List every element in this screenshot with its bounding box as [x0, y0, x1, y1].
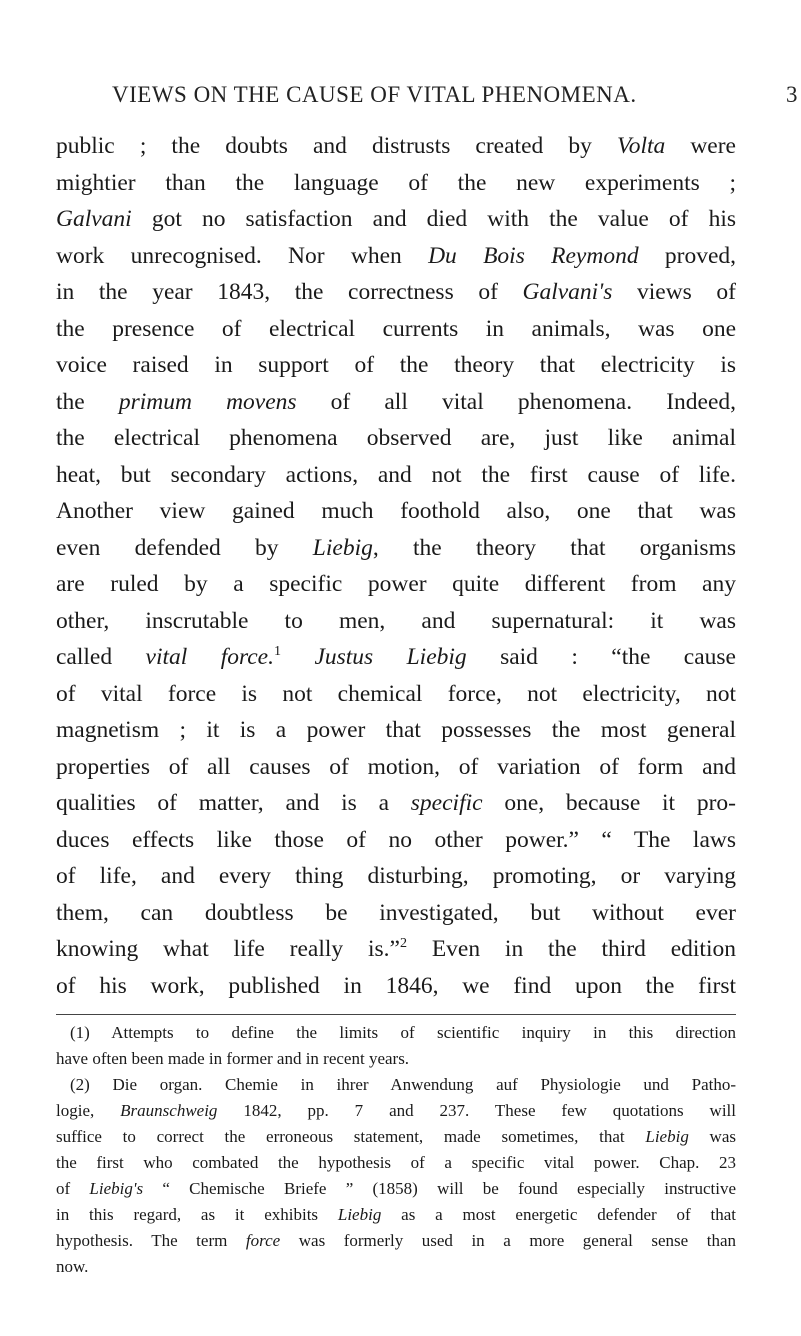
- text-run: suffice to correct the erroneous statement, made sometimes, that: [56, 1127, 646, 1146]
- text-line: [56, 603, 736, 640]
- running-head: [112, 82, 798, 116]
- text-run: even defended by: [56, 534, 313, 561]
- text-line: [56, 420, 736, 457]
- text-run: the presence of electrical currents in animals, was one: [56, 315, 736, 342]
- footnote-marker: 2: [399, 935, 408, 952]
- text-run: hypothesis. The term: [56, 1231, 246, 1250]
- text-run: 1842, pp. 7 and 237. These few quotations will: [217, 1101, 736, 1120]
- text-run: mightier than the language of the new experiments ;: [56, 169, 736, 196]
- text-run: the first who combated the hypothesis of a specific vital power. Chap. 23: [56, 1153, 736, 1172]
- italic-run: force: [245, 1231, 281, 1250]
- text-run: properties of all causes of motion, of variation of form and: [56, 753, 736, 780]
- text-run: the electrical phenomena observed are, just like animal: [56, 425, 736, 451]
- footnote-line: [56, 1098, 736, 1124]
- text-run: qualities of matter, and is a: [56, 790, 411, 816]
- text-run: (2) Die organ. Chemie in ihrer Anwendung auf Physiologie und Patho-: [70, 1075, 736, 1094]
- text-run: of vital force is not chemical force, not electricity, not: [56, 680, 736, 707]
- text-run: , the theory that organisms: [372, 534, 736, 561]
- text-line: [56, 238, 736, 275]
- text-line: [56, 895, 736, 932]
- text-run: [281, 644, 314, 670]
- italic-run: Justus Liebig: [314, 644, 467, 670]
- body-paragraph: [56, 128, 736, 1004]
- text-run: duces effects like those of no other power.” “ The laws: [56, 826, 736, 853]
- text-line: [56, 457, 736, 494]
- footnote-line: [56, 1020, 736, 1046]
- italic-run: Du Bois Reymond: [428, 242, 639, 269]
- text-line: [56, 128, 736, 165]
- text-run: one, because it pro-: [482, 790, 736, 816]
- text-run: knowing what life really is.”: [56, 936, 400, 962]
- text-line: [56, 785, 736, 822]
- text-run: views of: [612, 279, 736, 305]
- text-line: [56, 749, 736, 786]
- italic-run: primum movens: [118, 388, 297, 415]
- text-run: in the year 1843, the correctness of: [56, 279, 523, 305]
- text-run: as a most energetic defender of that: [381, 1205, 736, 1224]
- text-line: [56, 639, 736, 676]
- footnote-line: [56, 1202, 736, 1228]
- text-run: are ruled by a specific power quite different from any: [56, 571, 736, 597]
- text-run: of: [56, 1179, 90, 1198]
- italic-run: Liebig's: [89, 1179, 144, 1198]
- text-run: have often been made in former and in recent years.: [56, 1049, 410, 1068]
- footnote-line: [56, 1150, 736, 1176]
- footnote-line: [56, 1254, 736, 1280]
- footnotes: [56, 1020, 736, 1280]
- text-run: was: [688, 1127, 736, 1146]
- text-run: of life, and every thing disturbing, promoting, or varying: [56, 863, 736, 889]
- footnote-line: [56, 1124, 736, 1150]
- text-line: [56, 201, 736, 238]
- text-run: the: [56, 388, 119, 415]
- text-run: public ; the doubts and distrusts created by: [56, 133, 617, 159]
- text-run: in this regard, as it exhibits: [56, 1205, 338, 1224]
- text-run: said : “the cause: [466, 644, 736, 670]
- italic-run: Volta: [616, 133, 666, 159]
- text-line: [56, 274, 736, 311]
- text-run: was formerly used in a more general sense than: [280, 1231, 736, 1250]
- text-line: [56, 493, 736, 530]
- text-run: work unrecognised. Nor when: [56, 242, 429, 269]
- italic-run: Galvani: [56, 206, 132, 232]
- text-line: [56, 530, 736, 567]
- text-run: logie,: [56, 1101, 121, 1120]
- footnote-line: [56, 1176, 736, 1202]
- text-run: heat, but secondary actions, and not the first cause of life.: [56, 461, 736, 488]
- text-run: Even in the third edition: [407, 936, 736, 962]
- footnote-divider: [56, 1014, 736, 1015]
- text-run: voice raised in support of the theory that electricity is: [56, 352, 736, 378]
- text-run: of all vital phenomena. Indeed,: [296, 388, 737, 415]
- text-line: [56, 968, 736, 1005]
- text-line: [56, 566, 736, 603]
- italic-run: Braunschweig: [120, 1101, 218, 1120]
- text-line: [56, 822, 736, 859]
- italic-run: Liebig: [645, 1127, 689, 1146]
- text-line: [56, 311, 736, 348]
- text-line: [56, 676, 736, 713]
- text-run: now.: [56, 1257, 89, 1276]
- text-run: were: [665, 133, 736, 159]
- text-run: “ Chemische Briefe ” (1858) will be found especially instructive: [143, 1179, 736, 1198]
- text-run: called: [56, 644, 146, 670]
- running-title: VIEWS ON THE CAUSE OF VITAL PHENOMENA.: [112, 82, 637, 107]
- italic-run: Liebig: [337, 1205, 382, 1224]
- text-run: Another view gained much foothold also, one that was: [56, 498, 736, 524]
- text-run: got no satisfaction and died with the value of his: [131, 206, 736, 232]
- italic-run: Galvani's: [522, 279, 613, 305]
- footnote-line: [56, 1072, 736, 1098]
- italic-run: Liebig: [312, 534, 373, 561]
- text-line: [56, 165, 736, 202]
- text-line: [56, 712, 736, 749]
- text-line: [56, 931, 736, 968]
- text-run: magnetism ; it is a power that possesses the most general: [56, 717, 736, 743]
- text-line: [56, 858, 736, 895]
- text-run: of his work, published in 1846, we find upon the first: [56, 972, 736, 999]
- italic-run: specific: [410, 790, 483, 816]
- page-number: 3: [786, 82, 798, 107]
- text-run: (1) Attempts to define the limits of scientific inquiry in this direction: [70, 1023, 736, 1042]
- footnote-line: [56, 1046, 736, 1072]
- italic-run: vital force.: [145, 644, 274, 670]
- footnote-marker: 1: [273, 643, 282, 660]
- text-line: [56, 347, 736, 384]
- text-run: other, inscrutable to men, and supernatural: it was: [56, 607, 736, 634]
- footnote-line: [56, 1228, 736, 1254]
- text-run: them, can doubtless be investigated, but without ever: [56, 899, 736, 926]
- text-run: proved,: [638, 242, 736, 269]
- text-line: [56, 384, 736, 421]
